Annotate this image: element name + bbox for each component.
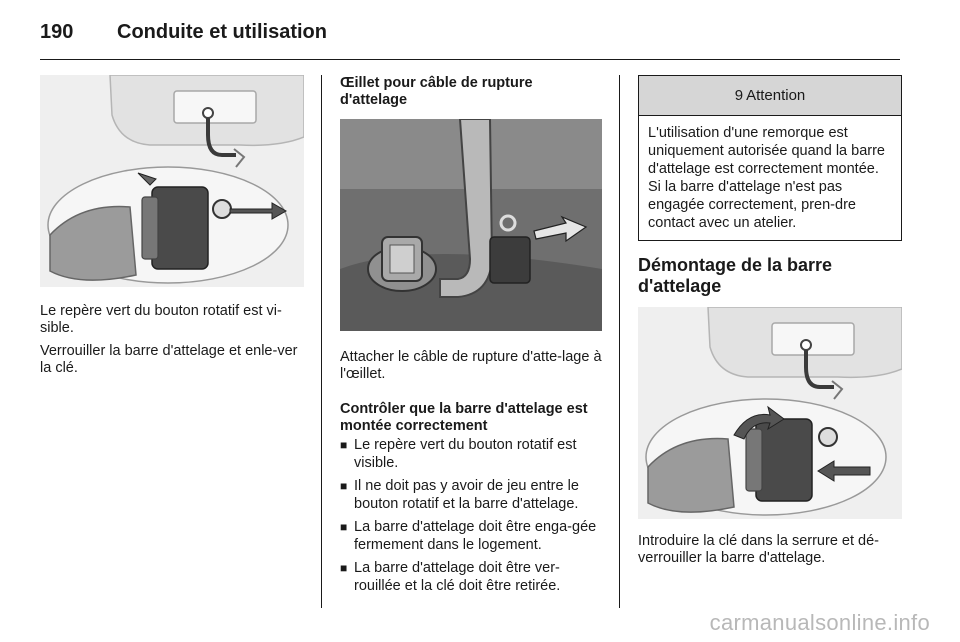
list-item: ■ Il ne doit pas y avoir de jeu entre le bouton rotatif et la barre d'attelage. (340, 478, 579, 512)
list-item: ■ Le repère vert du bouton rotatif est visible. (340, 437, 577, 471)
tow-bar-lock-illustration (40, 75, 304, 287)
bullet-icon: ■ (340, 561, 348, 575)
breakaway-cable-eyelet-photo (340, 119, 602, 331)
warning-title: Attention (746, 87, 806, 104)
watermark: carmanualsonline.info (709, 610, 930, 635)
column-3 (638, 75, 902, 573)
removal-heading: Démontage de la barre d'attelage (638, 255, 833, 296)
breakaway-cable-heading: Œillet pour câble de rupture d'attelage (340, 75, 533, 108)
warning-box (638, 75, 902, 241)
list-item: ■ La barre d'attelage doit être ver-rouillée et la clé doit être retirée. (340, 560, 561, 594)
page-number: 190 (40, 21, 74, 43)
column-1 (40, 75, 304, 383)
section-title: Conduite et utilisation (117, 21, 327, 43)
bullet-icon: ■ (340, 438, 348, 452)
column-2 (340, 75, 602, 601)
caption-unlock-bar: Introduire la clé dans la serrure et dé-verrouiller la barre d'attelage. (638, 533, 879, 566)
column-divider-left (321, 75, 322, 608)
caption-green-mark: Le repère vert du bouton rotatif est vi-sible. (40, 303, 282, 336)
warning-text: L'utilisation d'une remorque est uniquement autorisée quand la barre d'attelage est correctement montée. Si la barre d'attelage n'est pas engagée correctement, pren-dre contact avec un atelier. (648, 125, 885, 231)
warning-header (639, 76, 901, 116)
check-list (340, 437, 602, 595)
page-header (40, 18, 900, 60)
column-divider-right (619, 75, 620, 608)
caption-attach-cable: Attacher le câble de rupture d'atte-lage à l'œillet. (340, 349, 602, 382)
warning-icon: 9 (734, 87, 744, 104)
check-mounting-heading: Contrôler que la barre d'attelage est montée correctement (340, 401, 588, 434)
list-item: ■ La barre d'attelage doit être enga-gée fermement dans le logement. (340, 519, 597, 553)
bullet-icon: ■ (340, 520, 348, 534)
tow-bar-unlock-illustration (638, 307, 902, 519)
caption-lock-bar: Verrouiller la barre d'attelage et enle-ver la clé. (40, 343, 298, 376)
bullet-icon: ■ (340, 479, 348, 493)
